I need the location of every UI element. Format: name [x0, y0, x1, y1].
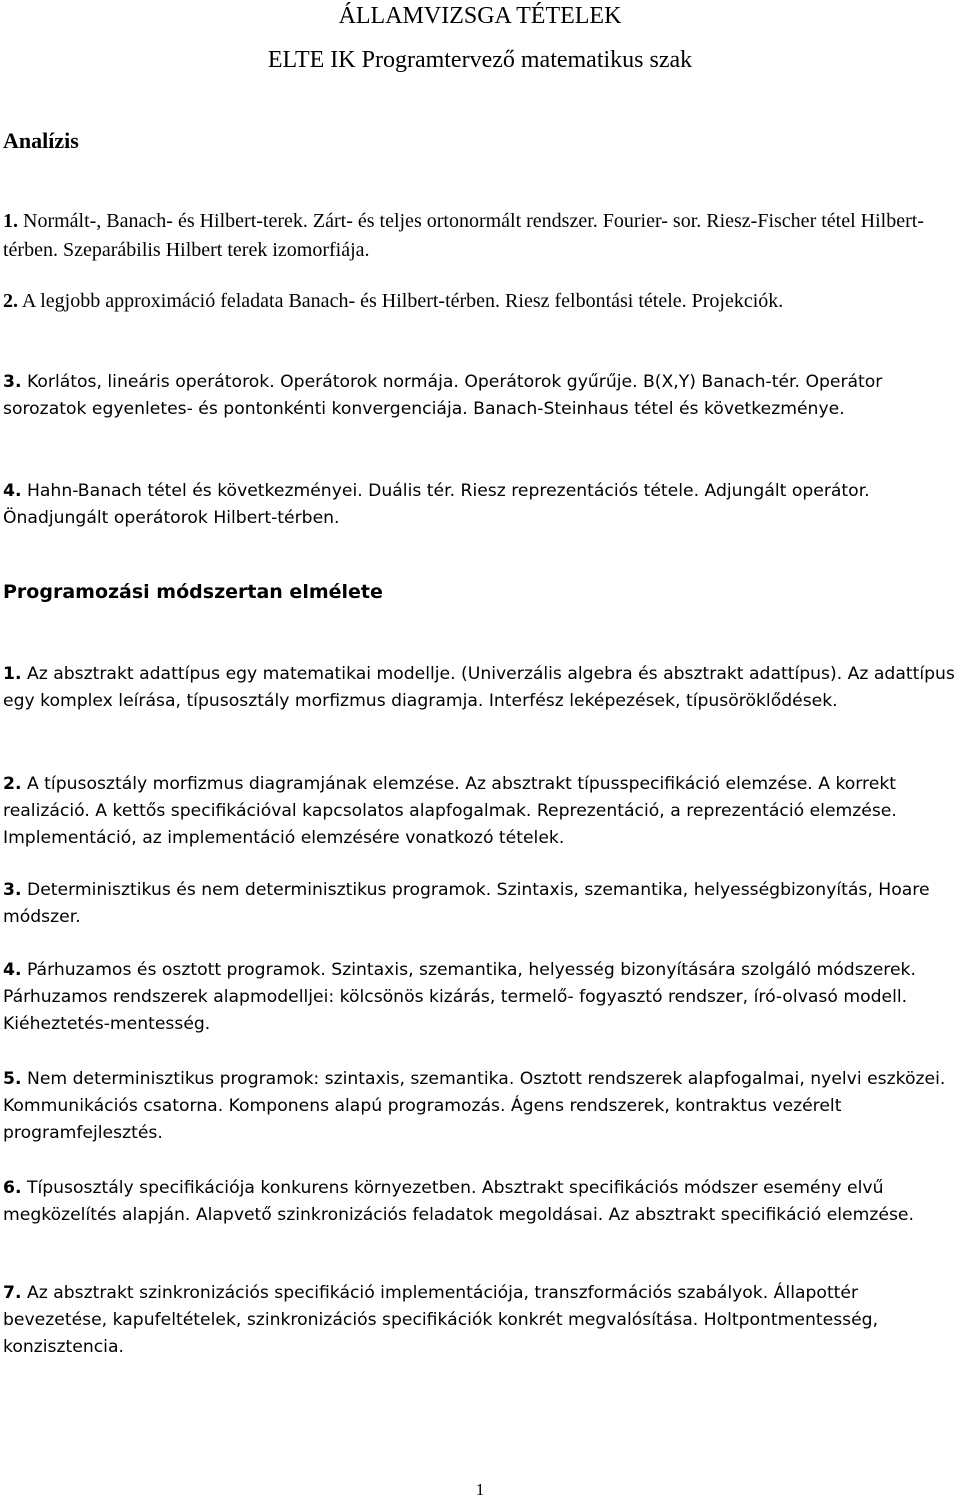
- topic-text: Párhuzamos és osztott programok. Szintaxis, szemantika, helyesség bizonyítására szolgáló módszerek. Párhuzamos rendszerek alapmodelljei: kölcsönös kizárás, termelő- fogyasztó rendszer, író-olvasó modell. Kiéheztetés-mentesség.: [3, 960, 916, 1034]
- topic-item: [3, 1066, 955, 1147]
- topic-item: [3, 287, 955, 316]
- topic-item: [3, 957, 955, 1038]
- topic-item: [3, 771, 955, 852]
- topic-text: Az absztrakt szinkronizációs specifikáció implementációja, transzformációs szabályok. Állapottér bevezetése, kapufeltételek, szinkronizációs specifikációk konkrét megvalósítása. Holtpontmentesség, konzisztencia.: [3, 1283, 879, 1357]
- topic-item: [3, 369, 955, 423]
- document-subtitle: ELTE IK Programtervező matematikus szak: [267, 47, 693, 73]
- topic-number: 5.: [3, 1069, 22, 1089]
- topic-number: 1.: [3, 664, 22, 684]
- topic-item: [3, 1280, 955, 1361]
- topic-item: [3, 1175, 955, 1229]
- section-heading-programming-methodology: Programozási módszertan elmélete: [3, 581, 383, 603]
- topic-number: 1.: [3, 210, 18, 232]
- topic-text: A legjobb approximáció feladata Banach- és Hilbert-térben. Riesz felbontási tétele. Projekciók.: [18, 290, 784, 312]
- topic-number: 2.: [3, 774, 22, 794]
- topic-item: [3, 207, 955, 265]
- topic-text: Hahn-Banach tétel és következményei. Duális tér. Riesz reprezentációs tétele. Adjungált operátor. Önadjungált operátorok Hilbert-térben.: [3, 481, 870, 528]
- topic-item: [3, 478, 955, 532]
- section-heading-analysis: Analízis: [3, 128, 79, 153]
- topic-number: 3.: [3, 372, 22, 392]
- page-number: 1: [475, 1480, 485, 1499]
- topic-text: A típusosztály morfizmus diagramjának elemzése. Az absztrakt típusspecifikáció elemzése. A korrekt realizáció. A kettős specifikációval kapcsolatos alapfogalmak. Reprezentáció, a reprezentáció elemzése. Implementáció, az implementáció elemzésére vonatkozó tételek.: [3, 774, 897, 848]
- topic-item: [3, 877, 955, 931]
- topic-item: [3, 661, 955, 715]
- topic-text: Az absztrakt adattípus egy matematikai modellje. (Univerzális algebra és absztrakt adattípus). Az adattípus egy komplex leírása, típusosztály morfizmus diagramja. Interfész leképezések, típusöröklődések.: [3, 664, 955, 711]
- topic-number: 3.: [3, 880, 22, 900]
- topic-number: 6.: [3, 1178, 22, 1198]
- topic-number: 2.: [3, 290, 18, 312]
- document-title: ÁLLAMVIZSGA TÉTELEK: [338, 3, 622, 29]
- topic-number: 4.: [3, 481, 22, 501]
- topic-text: Nem determinisztikus programok: szintaxis, szemantika. Osztott rendszerek alapfogalmai, nyelvi eszközei. Kommunikációs csatorna. Komponens alapú programozás. Ágens rendszerek, kontraktus vezérelt programfejlesztés.: [3, 1069, 946, 1143]
- topic-text: Korlátos, lineáris operátorok. Operátorok normája. Operátorok gyűrűje. B(X,Y) Banach-tér. Operátor sorozatok egyenletes- és pontonkénti konvergenciája. Banach-Steinhaus tétel és következménye.: [3, 372, 883, 419]
- topic-text: Normált-, Banach- és Hilbert-terek. Zárt- és teljes ortonormált rendszer. Fourier- sor. Riesz-Fischer tétel Hilbert-térben. Szeparábilis Hilbert terek izomorfiája.: [3, 210, 924, 261]
- topic-number: 7.: [3, 1283, 22, 1303]
- topic-number: 4.: [3, 960, 22, 980]
- topic-text: Determinisztikus és nem determinisztikus programok. Szintaxis, szemantika, helyességbizonyítás, Hoare módszer.: [3, 880, 930, 927]
- topic-text: Típusosztály specifikációja konkurens környezetben. Absztrakt specifikációs módszer esemény elvű megközelítés alapján. Alapvető szinkronizációs feladatok megoldásai. Az absztrakt specifikáció elemzése.: [3, 1178, 914, 1225]
